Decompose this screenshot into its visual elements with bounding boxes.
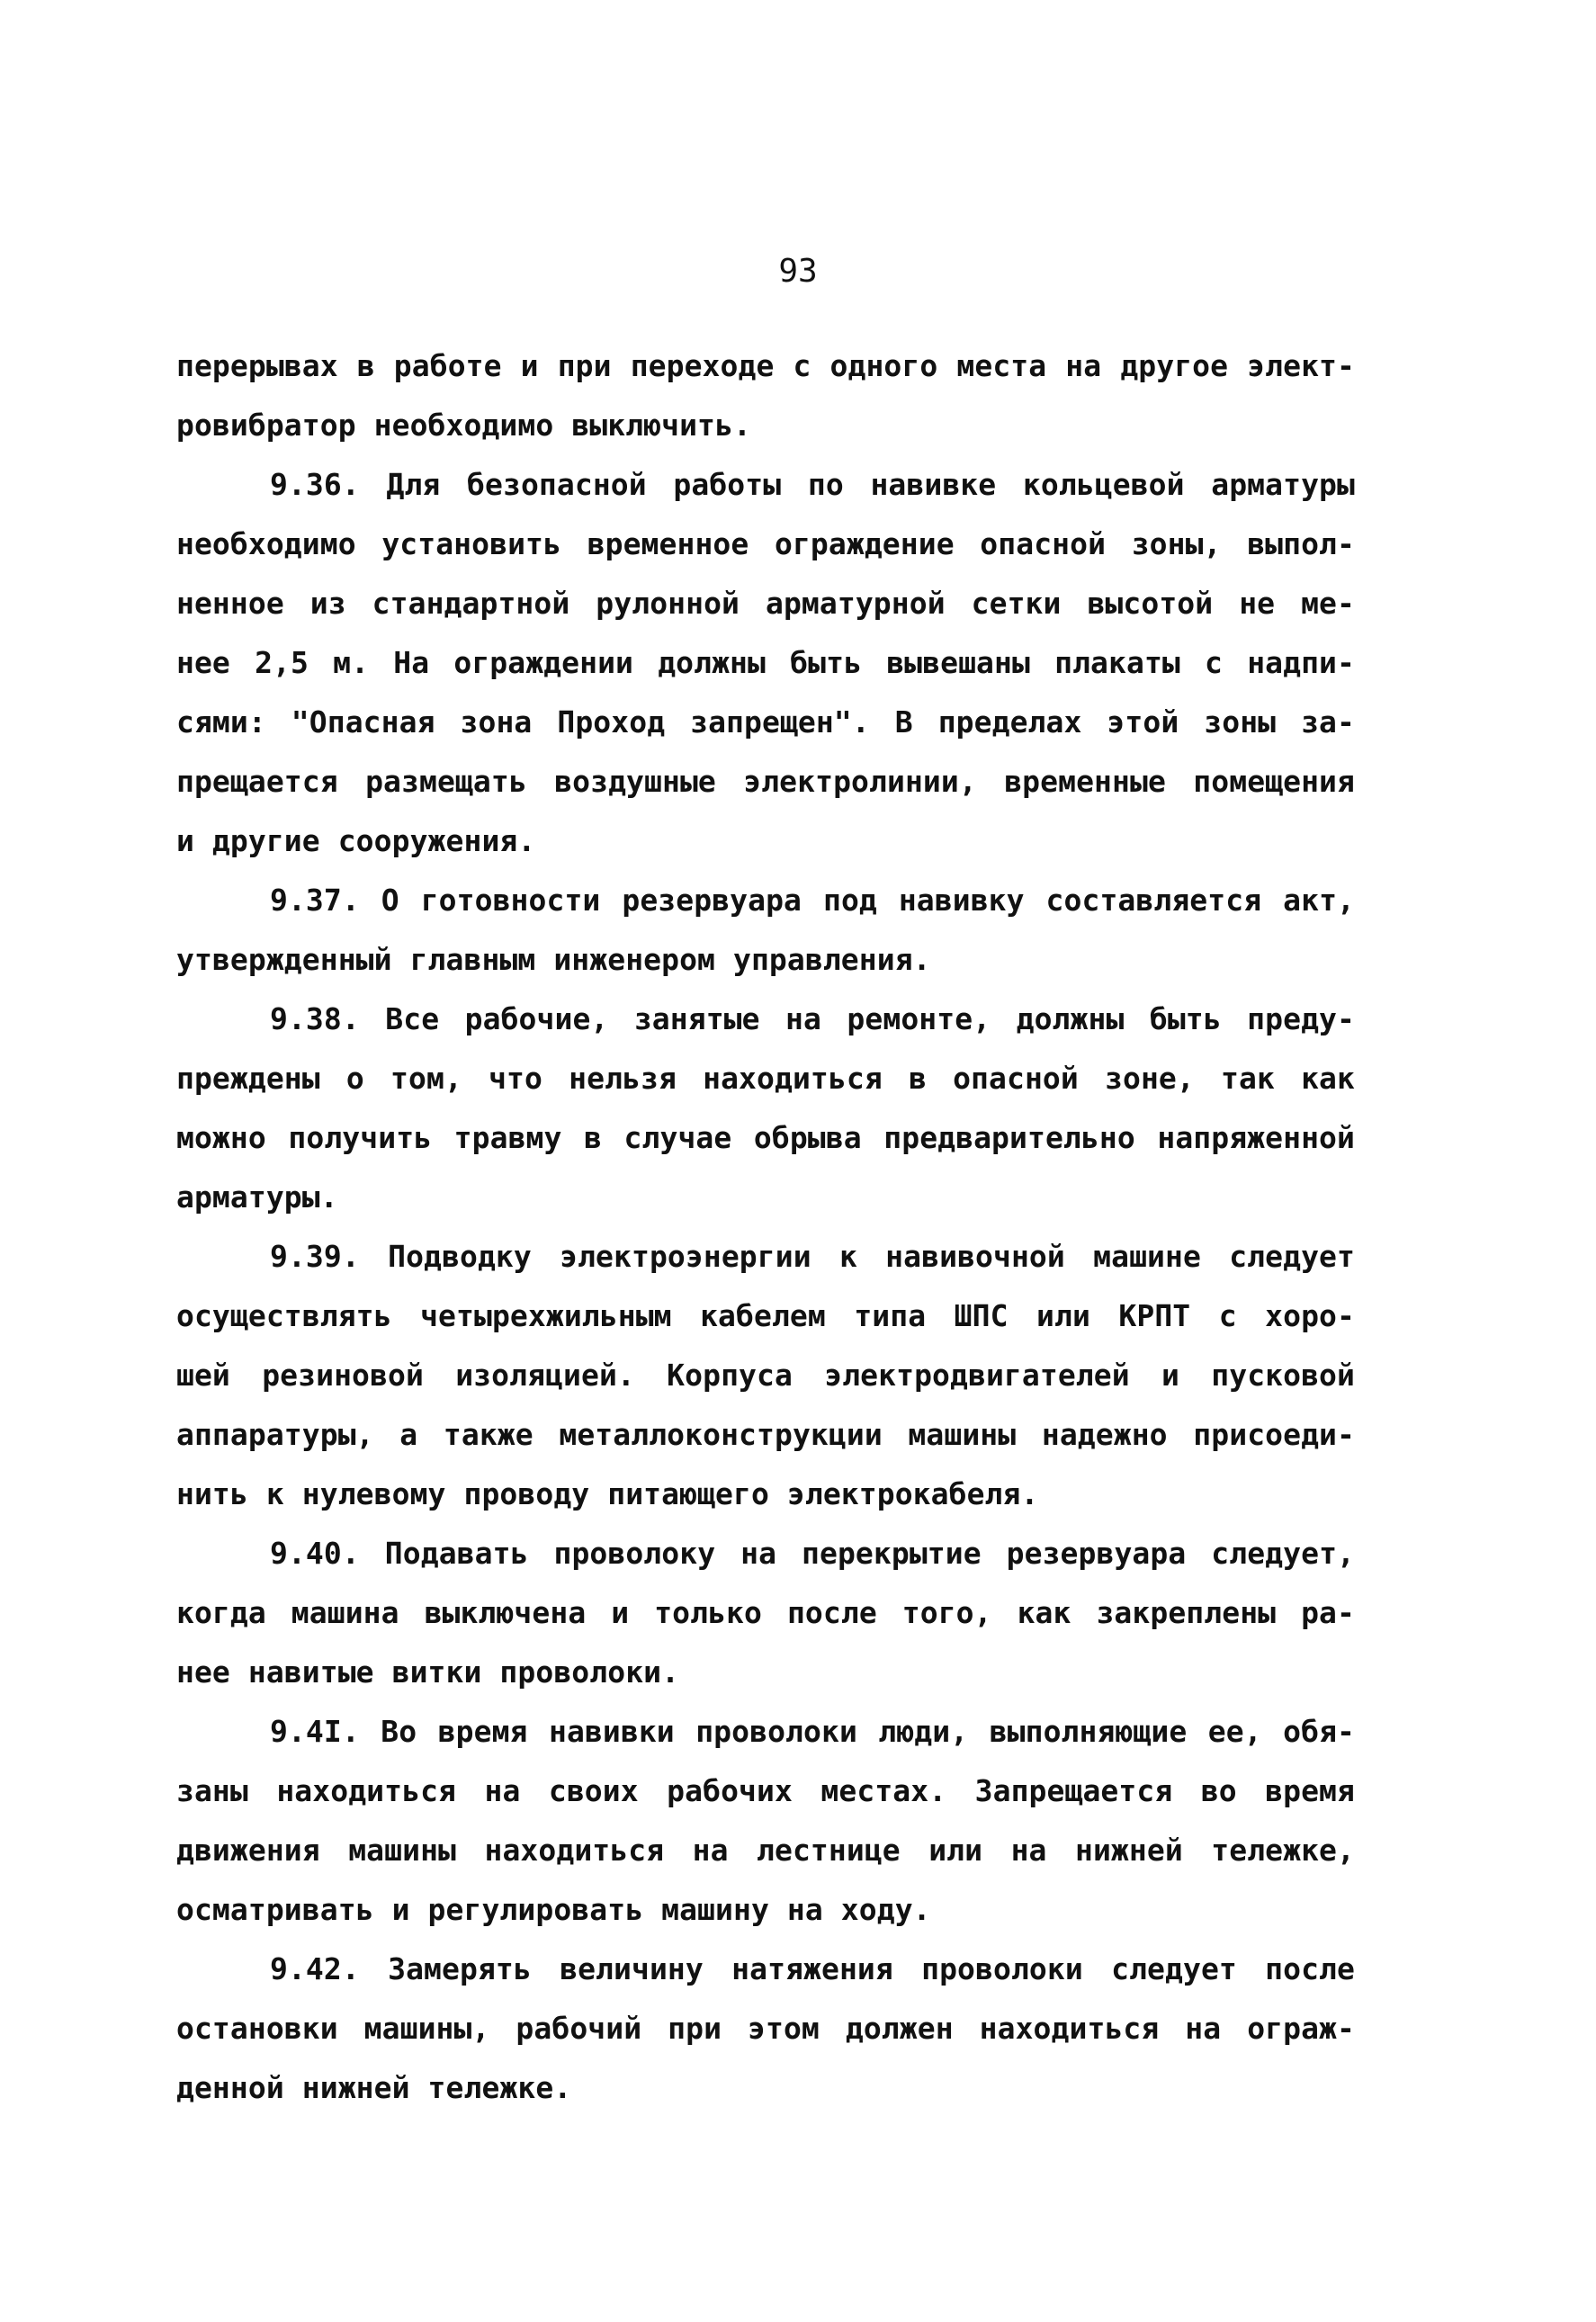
text-line: 9.37. О готовности резервуара под навивку составляется акт, [270, 883, 1355, 918]
paragraph [176, 871, 1355, 990]
paragraph [176, 455, 1355, 871]
text-line: прещается размещать воздушные электролинии, временные помещения [176, 764, 1355, 799]
text-line: нить к нулевому проводу питающего электрокабеля. [176, 1476, 1039, 1511]
text-line: преждены о том, что нельзя находиться в опасной зоне, так как [176, 1061, 1355, 1096]
paragraph [176, 1702, 1355, 1940]
text-line: 9.4I. Во время навивки проволоки люди, выполняющие ее, обя- [270, 1714, 1355, 1749]
text-line: ровибратор необходимо выключить. [176, 408, 751, 443]
text-line: сями: "Опасная зона Проход запрещен". В пределах этой зоны за- [176, 704, 1355, 740]
paragraph [176, 1227, 1355, 1524]
page-number: 93 [778, 253, 818, 290]
text-line: шей резиновой изоляцией. Корпуса электродвигателей и пусковой [176, 1358, 1355, 1393]
text-line: перерывах в работе и при переходе с одного места на другое элект- [176, 348, 1355, 383]
text-line: можно получить травму в случае обрыва предварительно напряженной [176, 1120, 1355, 1155]
text-line: 9.42. Замерять величину натяжения проволоки следует после [270, 1951, 1355, 1986]
text-line: остановки машины, рабочий при этом должен находиться на ограж- [176, 2011, 1355, 2046]
text-line: движения машины находиться на лестнице или на нижней тележке, [176, 1833, 1355, 1868]
text-line: нее 2,5 м. На ограждении должны быть вывешаны плакаты с надпи- [176, 645, 1355, 680]
text-line: денной нижней тележке. [176, 2070, 572, 2105]
text-line: 9.39. Подводку электроэнергии к навивочной машине следует [270, 1239, 1355, 1274]
paragraph [176, 990, 1355, 1227]
text-line: утвержденный главным инженером управления. [176, 942, 931, 977]
text-line: осматривать и регулировать машину на ходу. [176, 1892, 931, 1927]
paragraph [176, 1940, 1355, 2118]
text-line: 9.36. Для безопасной работы по навивке кольцевой арматуры [270, 467, 1355, 502]
text-line: когда машина выключена и только после того, как закреплены ра- [176, 1595, 1355, 1630]
text-line: арматуры. [176, 1179, 338, 1215]
paragraph [176, 1524, 1355, 1702]
paragraph [176, 336, 1355, 455]
text-line: 9.38. Все рабочие, занятые на ремонте, должны быть преду- [270, 1001, 1355, 1036]
text-line: нее навитые витки проволоки. [176, 1654, 680, 1690]
text-line: необходимо установить временное ограждение опасной зоны, выпол- [176, 526, 1355, 561]
text-line: и другие сооружения. [176, 823, 536, 858]
document-body [176, 336, 1355, 2118]
text-line: осуществлять четырехжильным кабелем типа ШПС или КРПТ с хоро- [176, 1298, 1355, 1333]
text-line: 9.40. Подавать проволоку на перекрытие резервуара следует, [270, 1536, 1355, 1571]
text-line: аппаратуры, а также металлоконструкции машины надежно присоеди- [176, 1417, 1355, 1452]
text-line: ненное из стандартной рулонной арматурной сетки высотой не ме- [176, 586, 1355, 621]
text-line: заны находиться на своих рабочих местах. Запрещается во время [176, 1773, 1355, 1808]
